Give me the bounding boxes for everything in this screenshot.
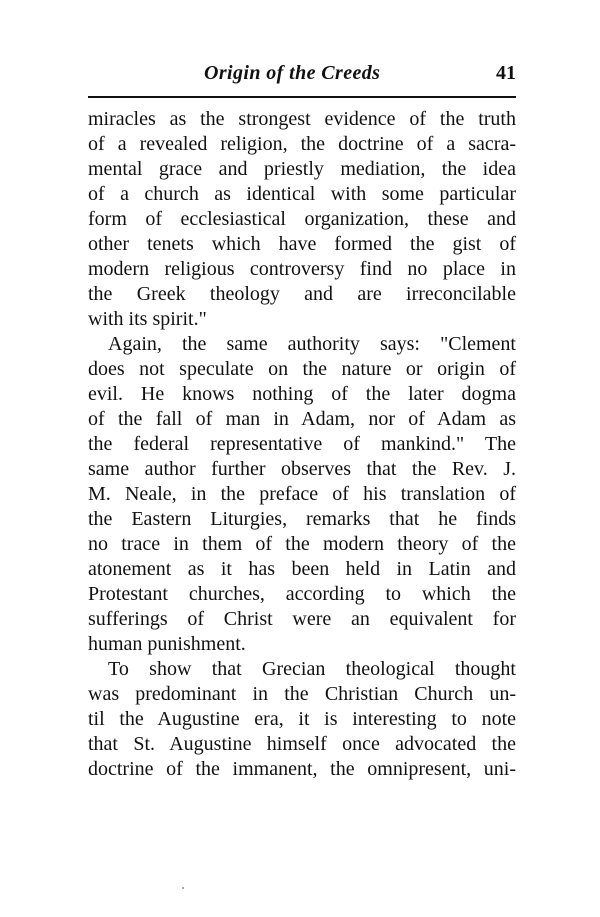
text-line: does not speculate on the nature or origin of (88, 358, 516, 380)
text-line: doctrine of the immanent, the omnipresent, uni- (88, 758, 516, 780)
body-text (88, 107, 516, 782)
text-line: the federal representative of mankind." The (88, 433, 516, 455)
header-rule (88, 96, 516, 98)
text-line: Protestant churches, according to which the (88, 583, 516, 605)
text-line: til the Augustine era, it is interesting to note (88, 708, 516, 730)
text-line: sufferings of Christ were an equivalent for (88, 608, 516, 630)
text-line: of the fall of man in Adam, nor of Adam as (88, 408, 516, 430)
text-line: evil. He knows nothing of the later dogma (88, 383, 516, 405)
text-line: that St. Augustine himself once advocated the (88, 733, 516, 755)
text-line: with its spirit." (88, 308, 207, 330)
text-line: mental grace and priestly mediation, the idea (88, 158, 516, 180)
text-line: of a revealed religion, the doctrine of a sacra- (88, 133, 516, 155)
text-line: modern religious controversy find no place in (88, 258, 516, 280)
text-line: M. Neale, in the preface of his translation of (88, 483, 516, 505)
text-line: other tenets which have formed the gist of (88, 233, 516, 255)
text-line: no trace in them of the modern theory of the (88, 533, 516, 555)
text-line: was predominant in the Christian Church un- (88, 683, 516, 705)
text-line: form of ecclesiastical organization, these and (88, 208, 516, 230)
running-head (88, 62, 518, 92)
running-title: Origin of the Creeds (204, 62, 381, 84)
text-line: To show that Grecian theological thought (108, 658, 516, 680)
text-line: the Greek theology and are irreconcilable (88, 283, 516, 305)
text-line: of a church as identical with some particular (88, 183, 516, 205)
text-line: same author further observes that the Rev. J. (88, 458, 516, 480)
page-number: 41 (496, 62, 516, 84)
text-line: human punishment. (88, 633, 246, 655)
text-line: atonement as it has been held in Latin and (88, 558, 516, 580)
text-line: Again, the same authority says: "Clement (108, 333, 516, 355)
text-line: miracles as the strongest evidence of the truth (88, 108, 516, 130)
text-line: the Eastern Liturgies, remarks that he finds (88, 508, 516, 530)
print-speck (182, 887, 184, 889)
